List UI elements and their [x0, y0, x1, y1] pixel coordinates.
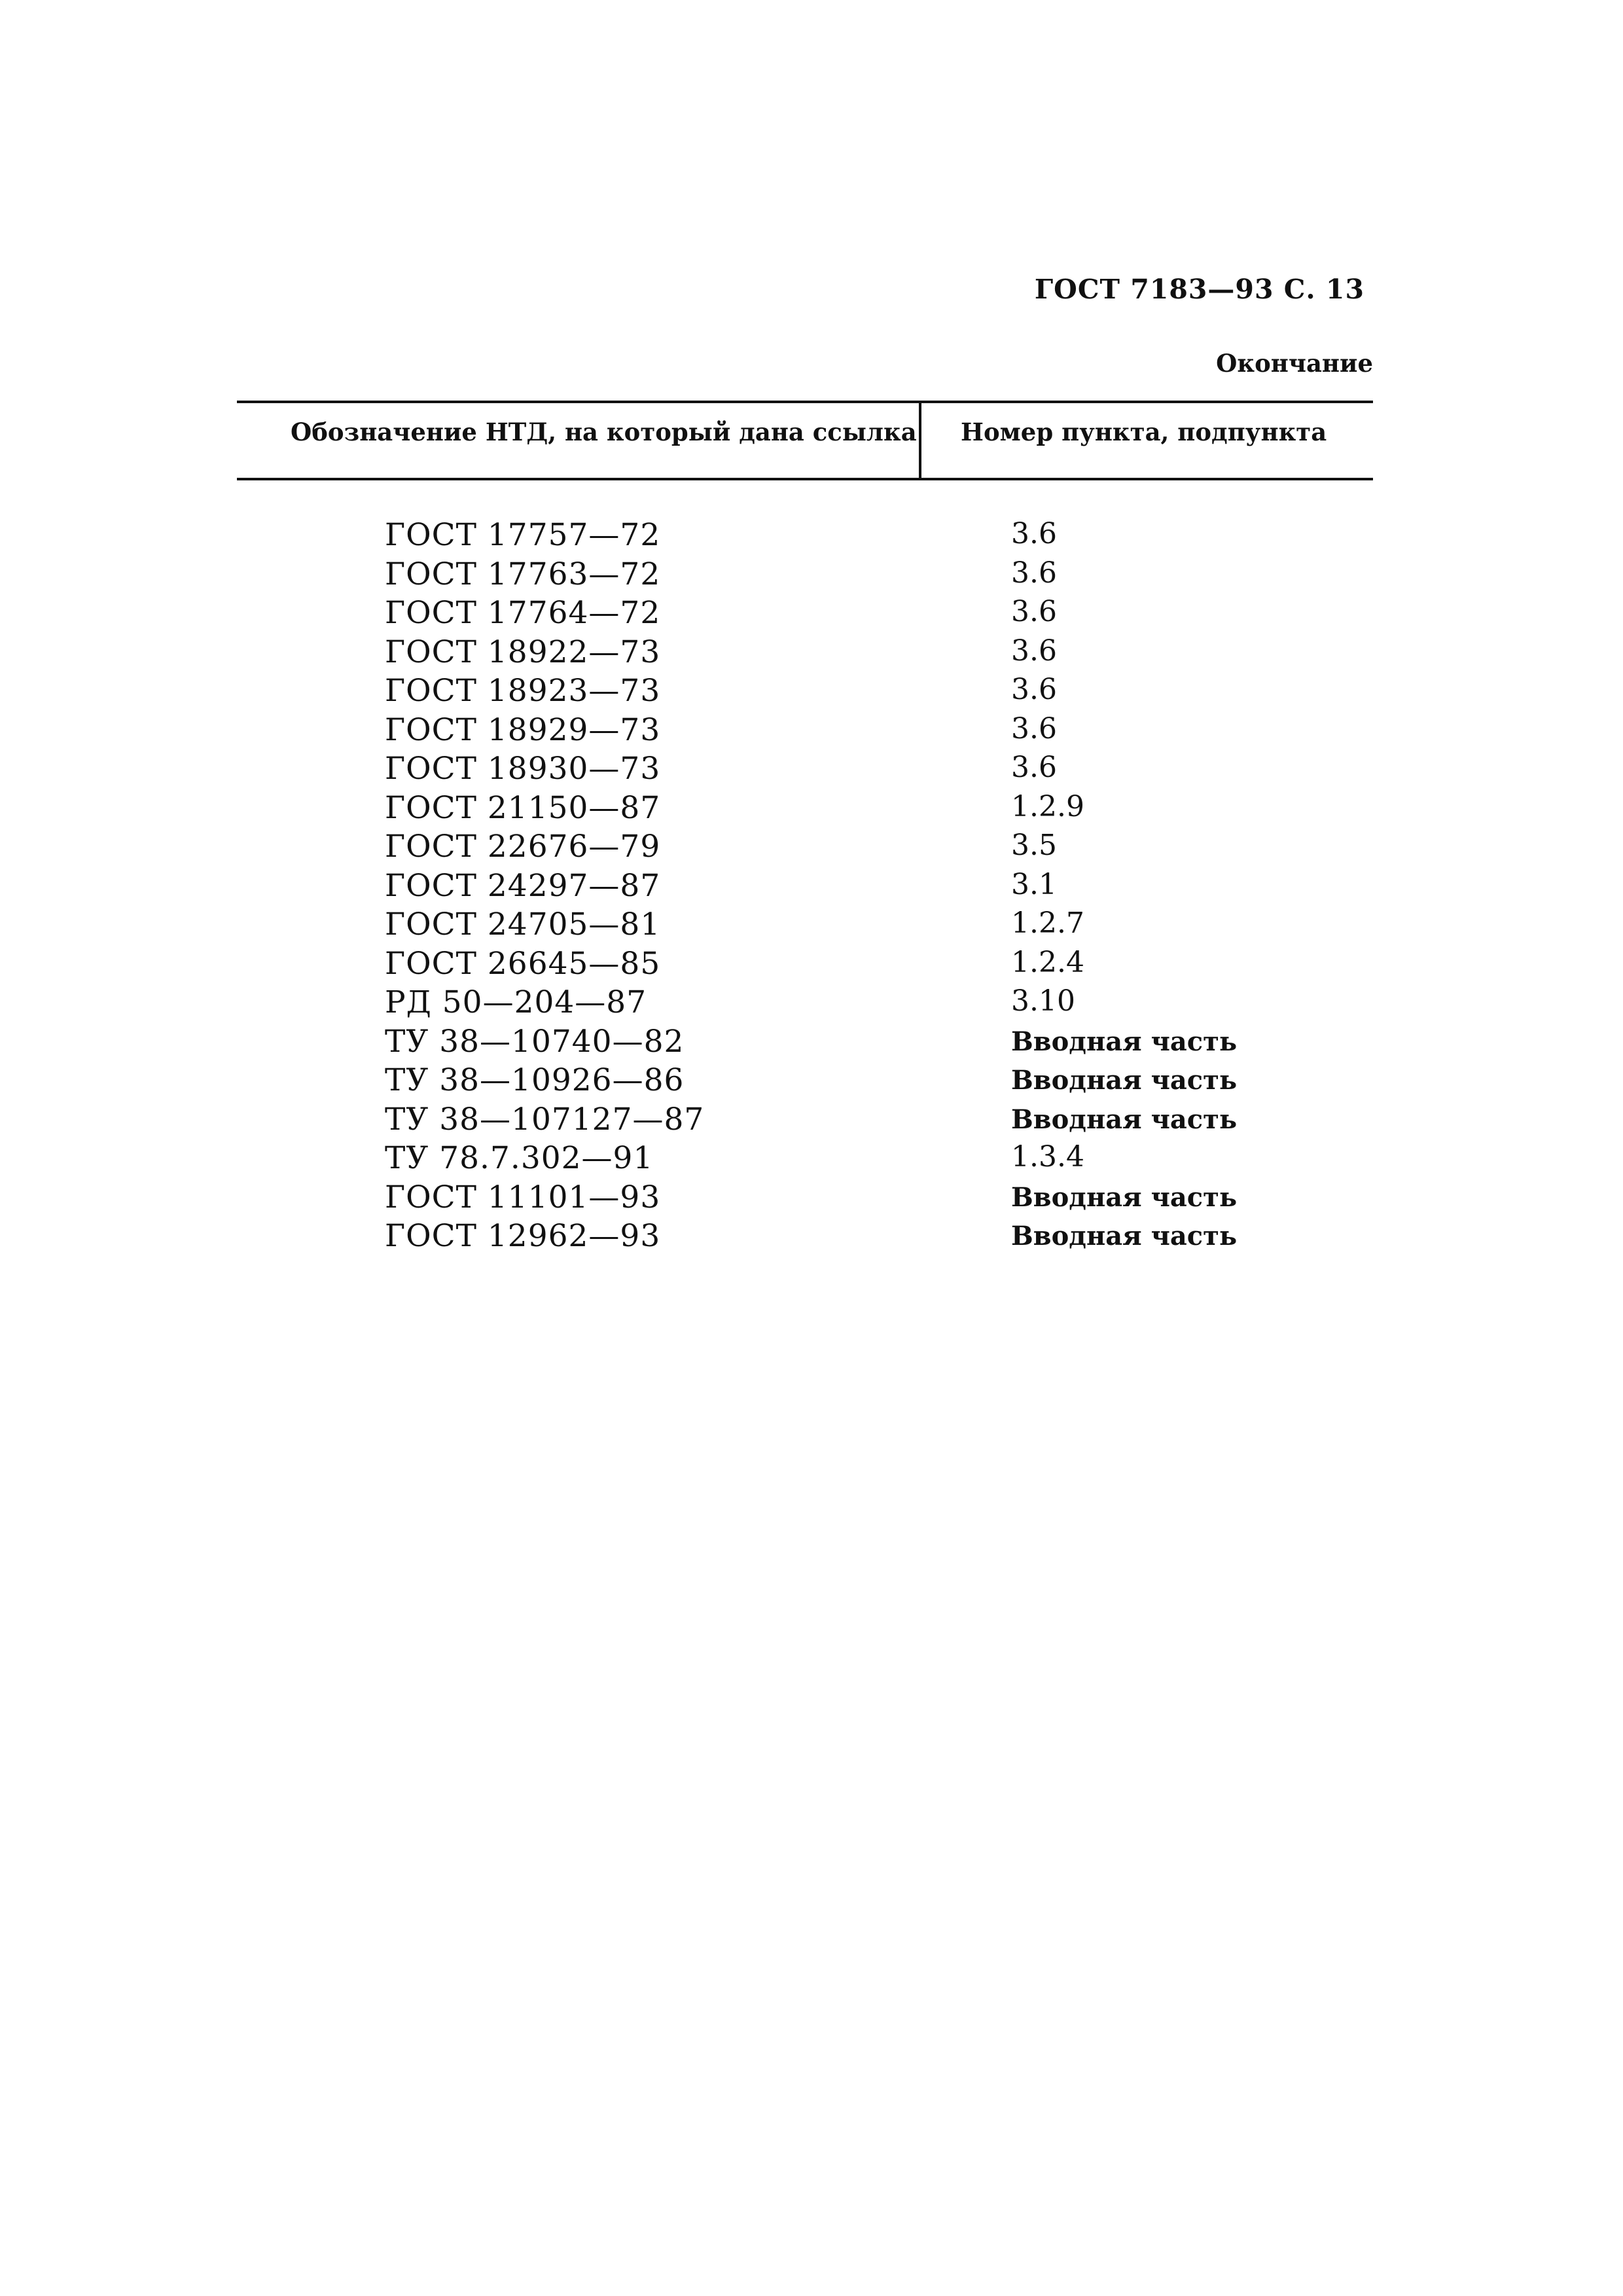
- table-row: [0, 790, 1623, 829]
- column-header-clause: Номер пункта, подпункта: [961, 418, 1327, 446]
- table-row: [0, 868, 1623, 907]
- table-row: [0, 634, 1623, 673]
- table-row: [0, 595, 1623, 634]
- document-designation: ГОСТ 24297—87: [385, 867, 661, 904]
- table-row: [0, 1179, 1623, 1219]
- document-designation: ГОСТ 22676—79: [385, 829, 661, 865]
- table-row: [0, 1218, 1623, 1257]
- page-header-ref: ГОСТ 7183—93 С. 13: [1034, 274, 1364, 305]
- table-row: [0, 829, 1623, 868]
- table-row: [0, 712, 1623, 751]
- clause-number: 3.6: [1011, 595, 1057, 628]
- clause-number: Вводная часть: [1011, 1026, 1238, 1057]
- document-designation: ГОСТ 18922—73: [385, 634, 661, 670]
- document-designation: РД 50—204—87: [385, 984, 647, 1020]
- clause-number: 3.6: [1011, 751, 1057, 784]
- reference-table-body: [0, 517, 1623, 1257]
- clause-number: Вводная часть: [1011, 1221, 1238, 1251]
- clause-number: 1.2.7: [1011, 906, 1084, 940]
- clause-number: Вводная часть: [1011, 1103, 1238, 1135]
- continuation-label: Окончание: [1216, 349, 1373, 378]
- document-designation: ГОСТ 18923—73: [385, 673, 661, 709]
- document-designation: ГОСТ 17763—72: [385, 556, 661, 592]
- table-row: [0, 1102, 1623, 1141]
- document-designation: ГОСТ 26645—85: [385, 945, 661, 982]
- table-row: [0, 946, 1623, 985]
- clause-number: 1.2.4: [1011, 945, 1084, 979]
- clause-number: 3.1: [1011, 867, 1057, 901]
- table-row: [0, 1140, 1623, 1179]
- clause-number: 3.6: [1011, 634, 1057, 668]
- table-row: [0, 556, 1623, 596]
- document-designation: ГОСТ 12962—93: [385, 1218, 661, 1254]
- clause-number: 3.6: [1011, 517, 1057, 550]
- clause-number: 3.10: [1011, 984, 1075, 1018]
- table-row: [0, 751, 1623, 790]
- clause-number: 3.6: [1011, 711, 1057, 745]
- document-designation: ГОСТ 11101—93: [385, 1179, 661, 1215]
- clause-number: 3.6: [1011, 673, 1057, 706]
- clause-number: 1.2.9: [1011, 789, 1084, 823]
- document-designation: ГОСТ 17757—72: [385, 517, 661, 553]
- document-designation: ТУ 38—107127—87: [385, 1101, 705, 1138]
- table-row: [0, 984, 1623, 1024]
- clause-number: Вводная часть: [1011, 1181, 1238, 1213]
- table-header: [237, 401, 1373, 480]
- clause-number: Вводная часть: [1011, 1065, 1238, 1096]
- column-header-document: Обозначение НТД, на который дана ссылка: [291, 418, 917, 446]
- table-row: [0, 517, 1623, 556]
- clause-number: 1.3.4: [1011, 1140, 1084, 1174]
- document-designation: ТУ 78.7.302—91: [385, 1140, 654, 1176]
- clause-number: 3.5: [1011, 829, 1057, 862]
- table-row: [0, 906, 1623, 946]
- document-designation: ГОСТ 18929—73: [385, 711, 661, 748]
- table-row: [0, 1062, 1623, 1102]
- document-designation: ГОСТ 21150—87: [385, 789, 661, 826]
- document-designation: ТУ 38—10740—82: [385, 1023, 685, 1060]
- document-designation: ГОСТ 17764—72: [385, 595, 661, 631]
- document-designation: ТУ 38—10926—86: [385, 1062, 685, 1098]
- clause-number: 3.6: [1011, 556, 1057, 590]
- table-row: [0, 1024, 1623, 1063]
- column-divider: [919, 403, 921, 478]
- document-designation: ГОСТ 24705—81: [385, 906, 661, 942]
- document-designation: ГОСТ 18930—73: [385, 751, 661, 787]
- table-row: [0, 673, 1623, 712]
